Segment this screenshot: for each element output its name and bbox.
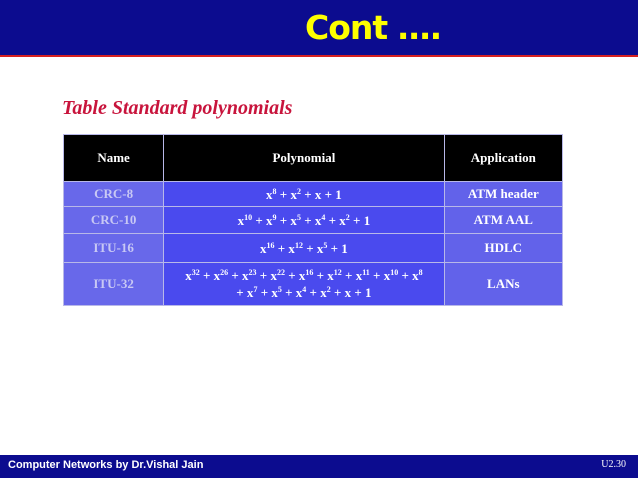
column-header-polynomial: Polynomial	[164, 135, 444, 182]
table-row	[64, 263, 563, 306]
standard-polynomials-table	[63, 134, 563, 306]
row-polynomial-cell: $x^{16} + x^{12} + x^5 + 1$	[164, 234, 444, 263]
row-application-cell: LANs	[444, 263, 562, 306]
row-application-cell: ATM header	[444, 182, 562, 207]
row-application-cell: HDLC	[444, 234, 562, 263]
row-name-cell: CRC-10	[64, 207, 164, 234]
row-polynomial-cell: $x^{32} + x^{26} + x^{23} + x^{22} + x^{16} + x^{12} + x^{11} + x^{10} + x^8$ + $x^7 + x^5 + x^4 + x^2 + x + 1$	[164, 263, 444, 306]
column-header-application: Application	[444, 135, 562, 182]
table-row	[64, 182, 563, 207]
row-polynomial-cell: $x^8 + x^2 + x + 1$	[164, 182, 444, 207]
slide-title: Cont ….	[305, 8, 442, 47]
table-caption: Table Standard polynomials	[62, 97, 293, 119]
slide-footer-bar	[0, 455, 638, 478]
header-divider-line	[0, 55, 638, 57]
slide-number: U2.30	[601, 459, 626, 470]
row-name-cell: ITU-32	[64, 263, 164, 306]
table-row	[64, 207, 563, 234]
table-row	[64, 234, 563, 263]
row-application-cell: ATM AAL	[444, 207, 562, 234]
footer-author: Computer Networks by Dr.Vishal Jain	[8, 459, 204, 471]
row-name-cell: ITU-16	[64, 234, 164, 263]
table-header-row	[64, 135, 563, 182]
row-polynomial-cell: $x^{10} + x^9 + x^5 + x^4 + x^2 + 1$	[164, 207, 444, 234]
column-header-name: Name	[64, 135, 164, 182]
row-name-cell: CRC-8	[64, 182, 164, 207]
